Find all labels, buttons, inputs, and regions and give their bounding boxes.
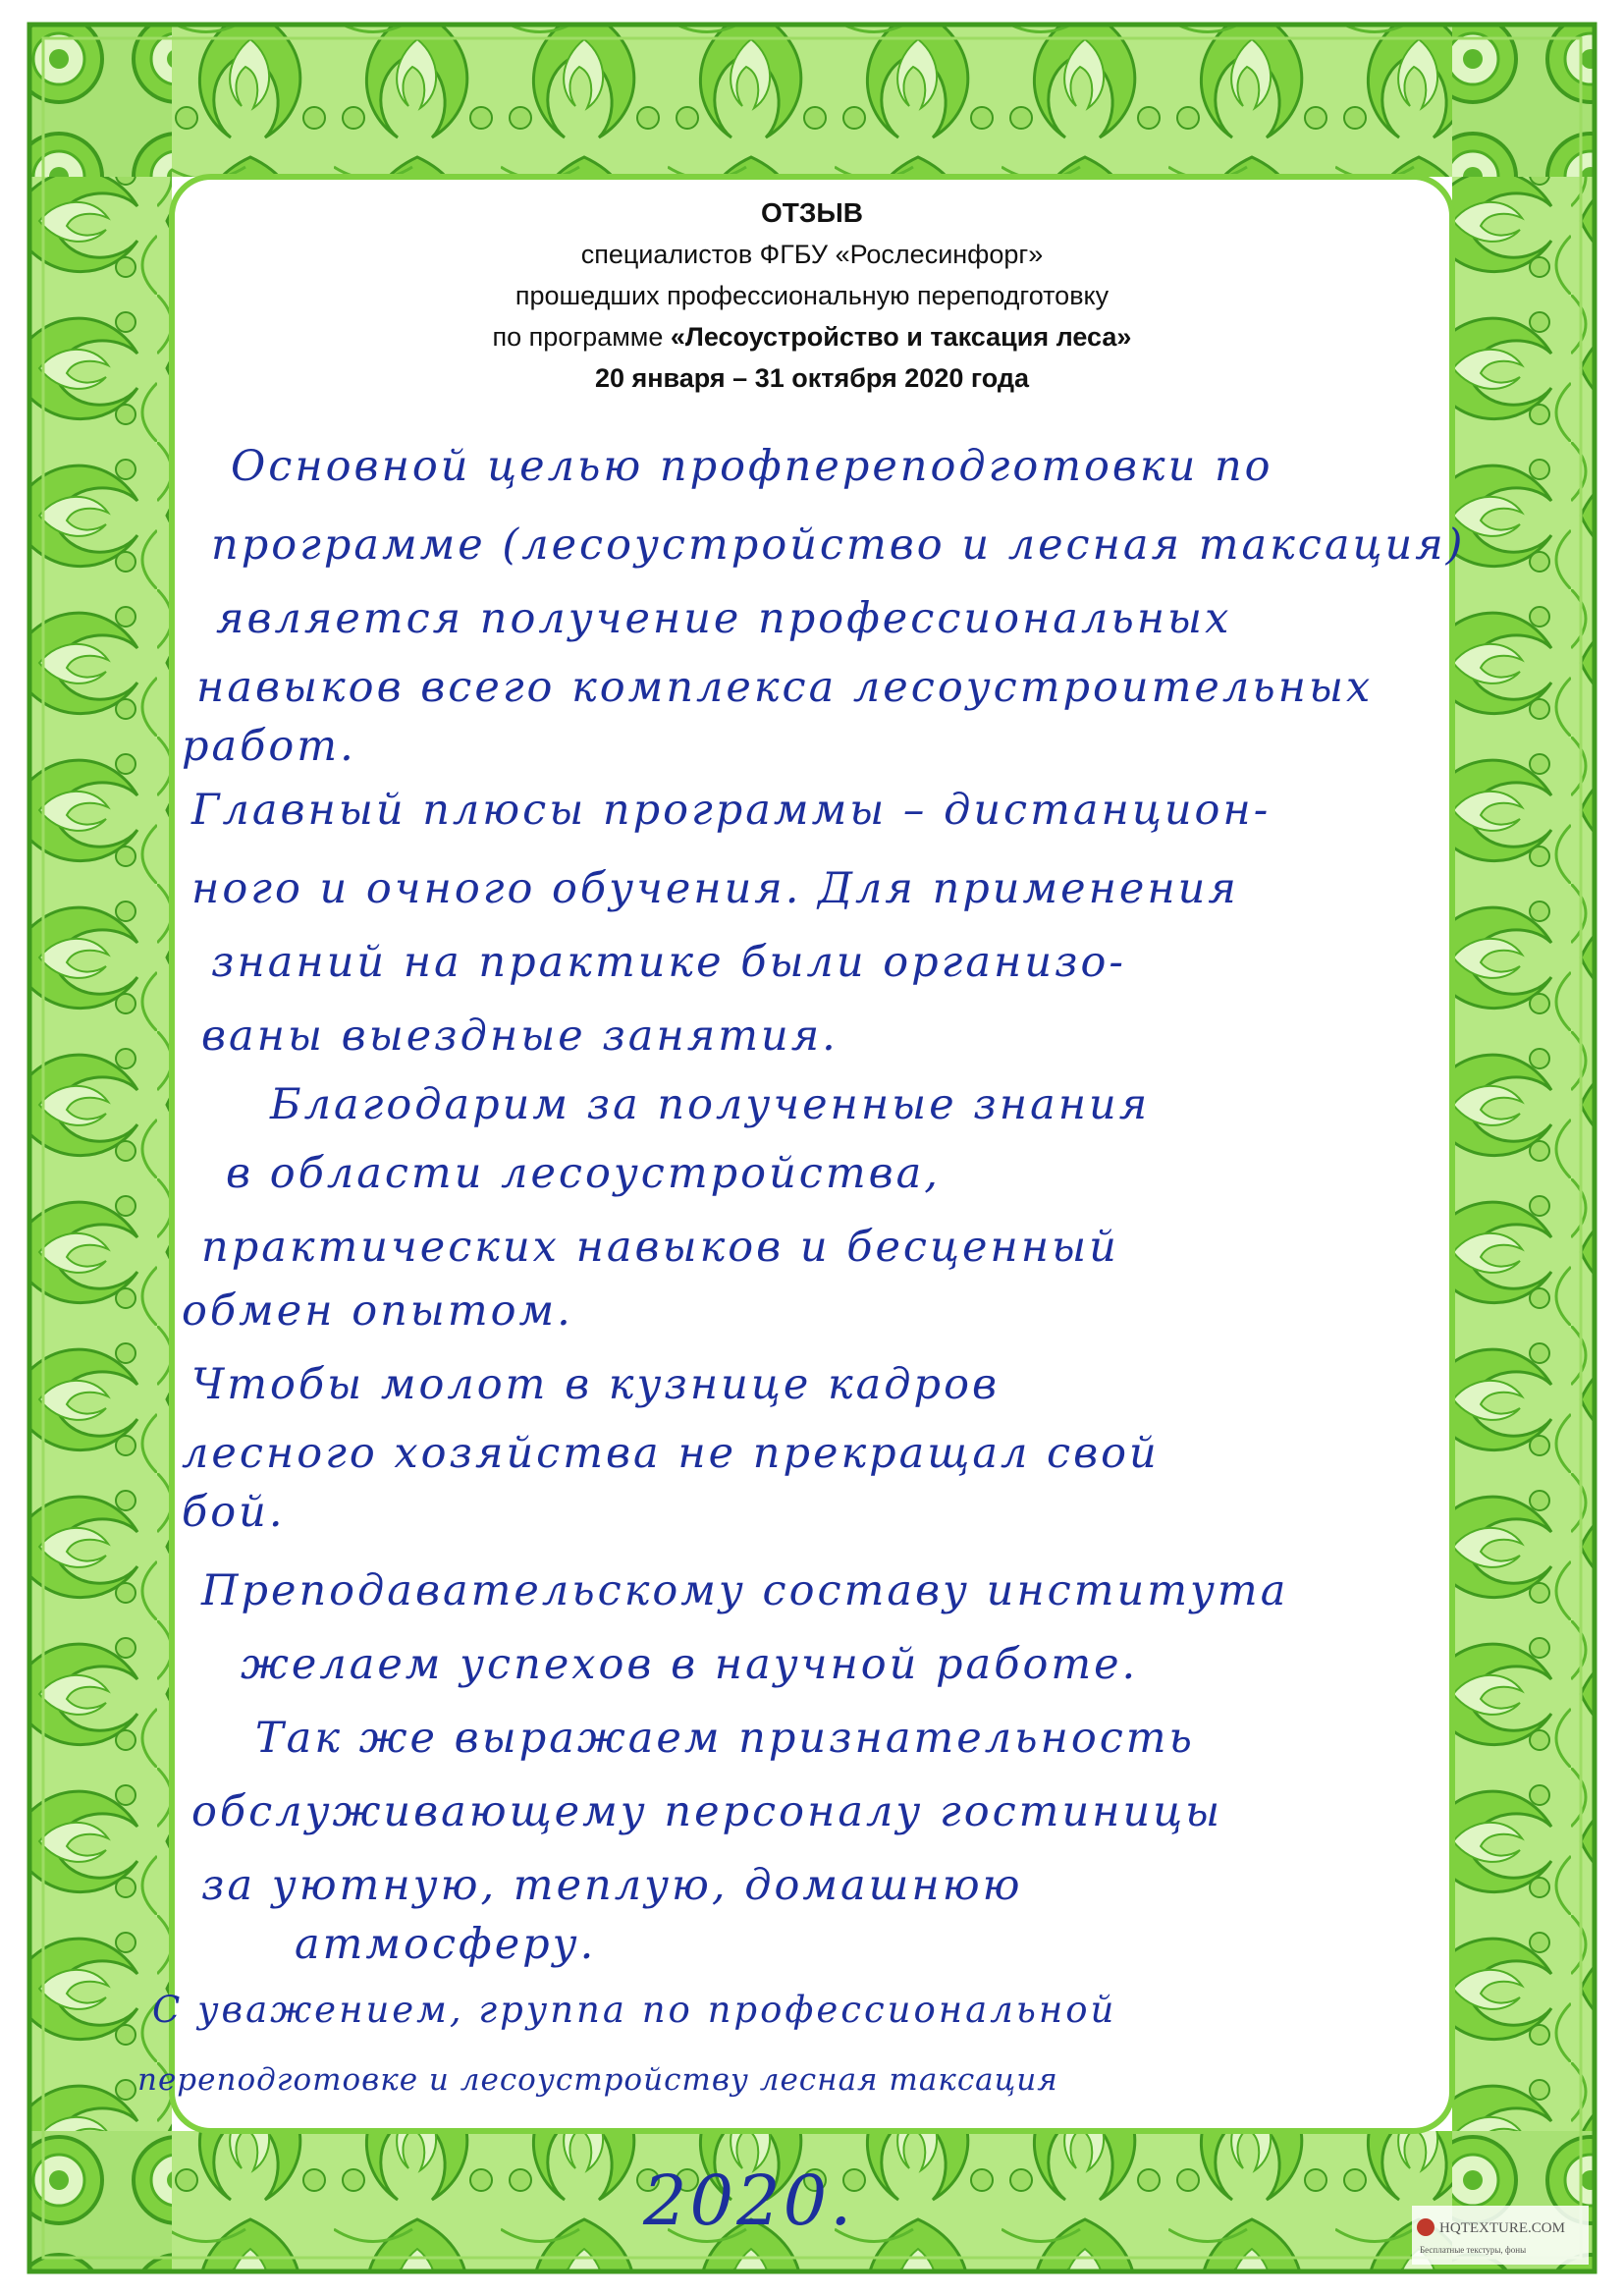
document-title: ОТЗЫВ [760,197,864,228]
handwritten-line: в области лесоустройства, [226,1149,941,1198]
handwritten-line: Чтобы молот в кузнице кадров [191,1360,1000,1409]
program-name: «Лесоустройство и таксация леса» [670,322,1132,352]
header-line-retraining: прошедших профессиональную переподготовку [514,281,1110,310]
handwritten-line: ного и очного обучения. Для применения [191,864,1239,913]
handwritten-line: Благодарим за полученные знания [270,1080,1151,1129]
handwritten-line: бой. [182,1488,286,1537]
header-line-program [295,316,1329,357]
handwritten-line: лесного хозяйства не прекращал свой [182,1429,1160,1478]
handwritten-line: знаний на практике были организо- [211,938,1126,987]
handwritten-line: Главный плюсы программы – дистанцион- [191,786,1272,835]
handwritten-line: ваны выездные занятия. [201,1011,839,1061]
program-prefix: по программе [492,322,671,352]
handwritten-line: желаем успехов в научной работе. [241,1640,1139,1689]
handwritten-line: Преподавательскому составу института [201,1566,1289,1615]
handwritten-line: обмен опытом. [182,1286,573,1336]
document-header [295,192,1329,399]
handwritten-line: С уважением, группа по профессиональной [152,1989,1117,2031]
handwritten-line: атмосферу. [295,1920,597,1969]
handwritten-line: Основной целью профпереподготовки по [231,442,1273,491]
handwritten-line: Так же выражаем признательность [255,1714,1195,1763]
handwritten-line: работ. [182,722,356,771]
header-line-specialists: специалистов ФГБУ «Рослесинфорг» [580,240,1044,269]
handwritten-line: программе (лесоустройство и лесная таксация) [211,520,1466,570]
watermark-subtext: Бесплатные текстуры, фоны [1420,2245,1527,2255]
header-line-dates: 20 января – 31 октября 2020 года [594,363,1030,393]
handwritten-line: за уютную, теплую, домашнюю [201,1861,1023,1910]
handwritten-line: навыков всего комплекса лесоустроительных [196,663,1374,712]
watermark-text: HQTEXTURE.COM [1439,2220,1565,2236]
handwritten-line: обслуживающему персоналу гостиницы [191,1787,1223,1836]
handwritten-year: 2020. [643,2160,855,2241]
handwritten-line: является получение профессиональных [216,594,1232,643]
handwritten-line: практических навыков и бесценный [201,1223,1119,1272]
watermark-logo [1412,2206,1589,2265]
handwritten-line: переподготовке и лесоустройству лесная таксация [137,2062,1058,2098]
